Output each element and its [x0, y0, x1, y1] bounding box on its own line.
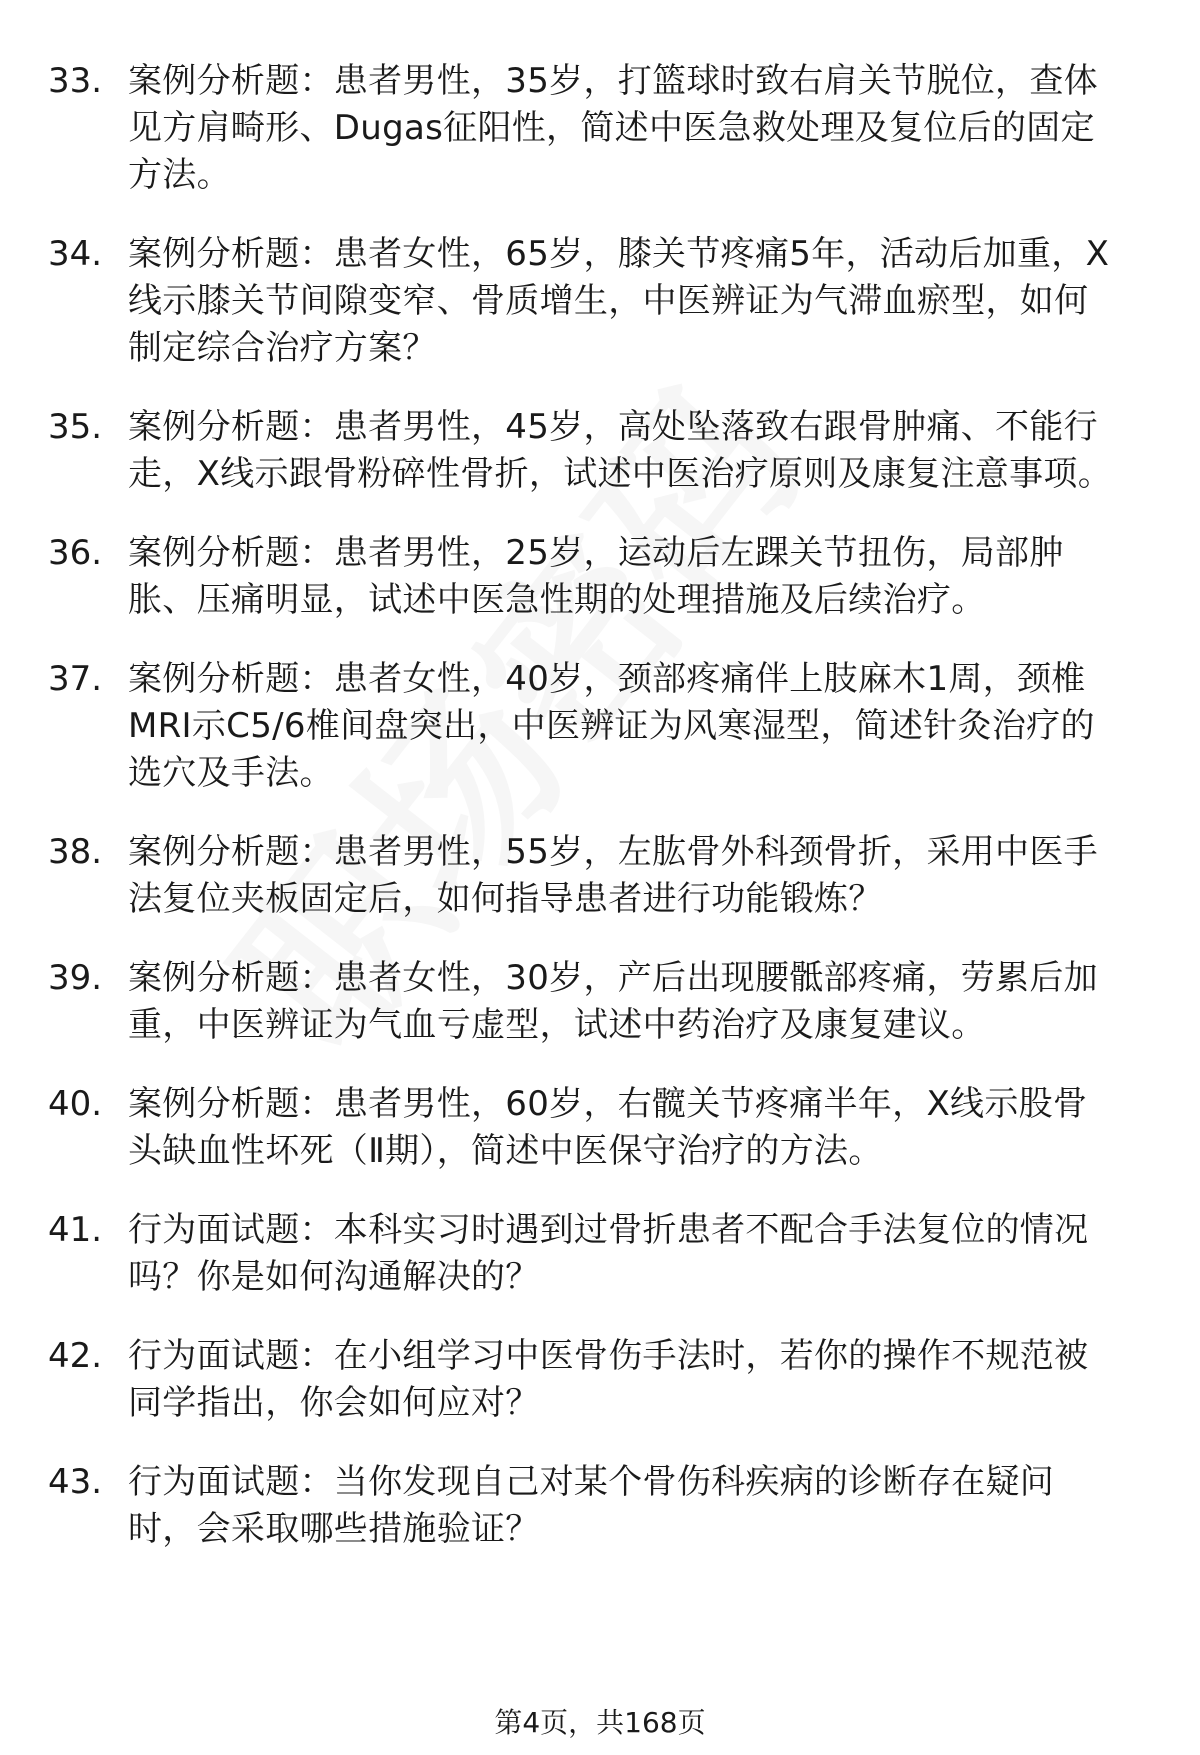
question-item	[48, 231, 1158, 372]
question-item	[48, 58, 1158, 199]
question-item	[48, 404, 1158, 498]
question-number: 43.	[48, 1462, 103, 1502]
question-number: 33.	[48, 61, 103, 101]
question-number: 34.	[48, 234, 103, 274]
question-text: 案例分析题：患者男性，45岁，高处坠落致右跟骨肿痛、不能行走，X线示跟骨粉碎性骨折，试述中医治疗原则及康复注意事项。	[128, 407, 1112, 494]
question-item	[48, 1081, 1158, 1175]
page-footer: 第4页，共168页	[494, 1706, 706, 1739]
question-list	[48, 58, 1158, 1585]
question-number: 35.	[48, 407, 103, 447]
question-number: 36.	[48, 533, 103, 573]
question-number: 39.	[48, 958, 103, 998]
question-number: 42.	[48, 1336, 103, 1376]
question-item	[48, 1459, 1158, 1553]
question-text: 案例分析题：患者女性，65岁，膝关节疼痛5年，活动后加重，X线示膝关节间隙变窄、骨质增生，中医辨证为气滞血瘀型，如何制定综合治疗方案？	[128, 234, 1110, 368]
question-text: 行为面试题：当你发现自己对某个骨伤科疾病的诊断存在疑问时，会采取哪些措施验证？	[128, 1462, 1055, 1549]
question-text: 行为面试题：本科实习时遇到过骨折患者不配合手法复位的情况吗？你是如何沟通解决的？	[128, 1210, 1089, 1297]
question-text: 案例分析题：患者女性，30岁，产后出现腰骶部疼痛，劳累后加重，中医辨证为气血亏虚型，试述中药治疗及康复建议。	[128, 958, 1098, 1045]
question-text: 案例分析题：患者女性，40岁，颈部疼痛伴上肢麻木1周，颈椎MRI示C5/6椎间盘突出，中医辨证为风寒湿型，简述针灸治疗的选穴及手法。	[128, 659, 1095, 793]
question-number: 38.	[48, 832, 103, 872]
question-text: 案例分析题：患者男性，35岁，打篮球时致右肩关节脱位，查体见方肩畸形、Dugas征阳性，简述中医急救处理及复位后的固定方法。	[128, 61, 1098, 195]
question-item	[48, 530, 1158, 624]
question-item	[48, 1207, 1158, 1301]
question-item	[48, 1333, 1158, 1427]
question-number: 40.	[48, 1084, 103, 1124]
question-text: 行为面试题：在小组学习中医骨伤手法时，若你的操作不规范被同学指出，你会如何应对？	[128, 1336, 1089, 1423]
question-number: 41.	[48, 1210, 103, 1250]
question-item	[48, 829, 1158, 923]
question-item	[48, 656, 1158, 797]
question-number: 37.	[48, 659, 103, 699]
question-text: 案例分析题：患者男性，60岁，右髋关节疼痛半年，X线示股骨头缺血性坏死（Ⅱ期），简述中医保守治疗的方法。	[128, 1084, 1088, 1171]
question-text: 案例分析题：患者男性，25岁，运动后左踝关节扭伤，局部肿胀、压痛明显，试述中医急性期的处理措施及后续治疗。	[128, 533, 1064, 620]
question-text: 案例分析题：患者男性，55岁，左肱骨外科颈骨折，采用中医手法复位夹板固定后，如何指导患者进行功能锻炼？	[128, 832, 1098, 919]
question-item	[48, 955, 1158, 1049]
